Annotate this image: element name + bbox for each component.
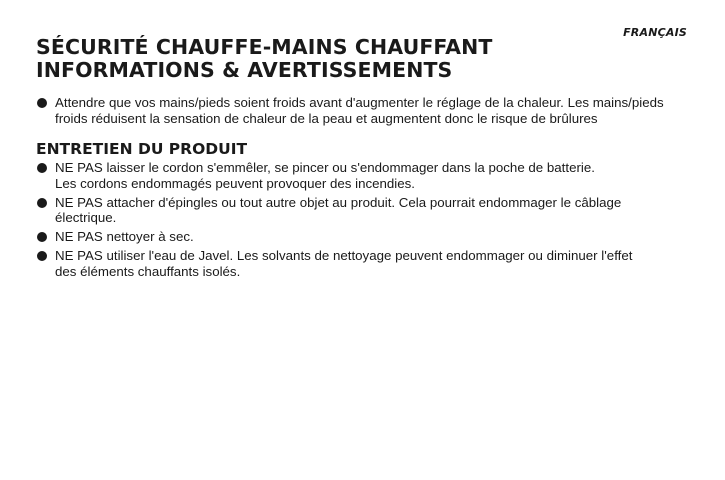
care-list xyxy=(36,160,716,279)
bullet-dot-icon xyxy=(37,232,47,242)
care-item-line-1: NE PAS utiliser l'eau de Javel. Les solvants de nettoyage peuvent endommager ou diminuer l'effet xyxy=(55,248,633,263)
page-title xyxy=(36,36,493,82)
care-list-container xyxy=(36,160,716,283)
care-item xyxy=(36,229,716,245)
warnings-list xyxy=(36,95,716,126)
care-item-line-1: NE PAS attacher d'épingles ou tout autre objet au produit. Cela pourrait endommager le câblage xyxy=(55,194,622,210)
care-item xyxy=(36,248,716,279)
care-item-line-1: NE PAS nettoyer à sec. xyxy=(55,229,194,244)
warning-item xyxy=(36,95,716,126)
care-item xyxy=(36,160,716,191)
warning-item-line-1: Attendre que vos mains/pieds soient froids avant d'augmenter le réglage de la chaleur. Les mains/pieds xyxy=(55,95,664,110)
bullet-dot-icon xyxy=(37,198,47,208)
section-heading-product-care: ENTRETIEN DU PRODUIT xyxy=(36,140,248,158)
bullet-dot-icon xyxy=(37,163,47,173)
language-label: FRANÇAIS xyxy=(623,26,687,39)
page-title-line-2: INFORMATIONS & AVERTISSEMENTS xyxy=(36,58,453,82)
care-item xyxy=(36,195,716,226)
care-item-line-1: NE PAS laisser le cordon s'emmêler, se pincer ou s'endommager dans la poche de batterie. xyxy=(55,160,595,175)
page-title-line-1: SÉCURITÉ CHAUFFE-MAINS CHAUFFANT xyxy=(36,35,493,59)
care-item-line-2: électrique. xyxy=(55,210,117,225)
bullet-dot-icon xyxy=(37,98,47,108)
warnings-list-container xyxy=(36,95,716,130)
care-item-line-2: des éléments chauffants isolés. xyxy=(55,263,241,279)
bullet-dot-icon xyxy=(37,251,47,261)
care-item-line-2: Les cordons endommagés peuvent provoquer des incendies. xyxy=(55,175,415,191)
warning-item-line-2: froids réduisent la sensation de chaleur de la peau et augmentent donc le risque de brûlures xyxy=(55,110,598,126)
